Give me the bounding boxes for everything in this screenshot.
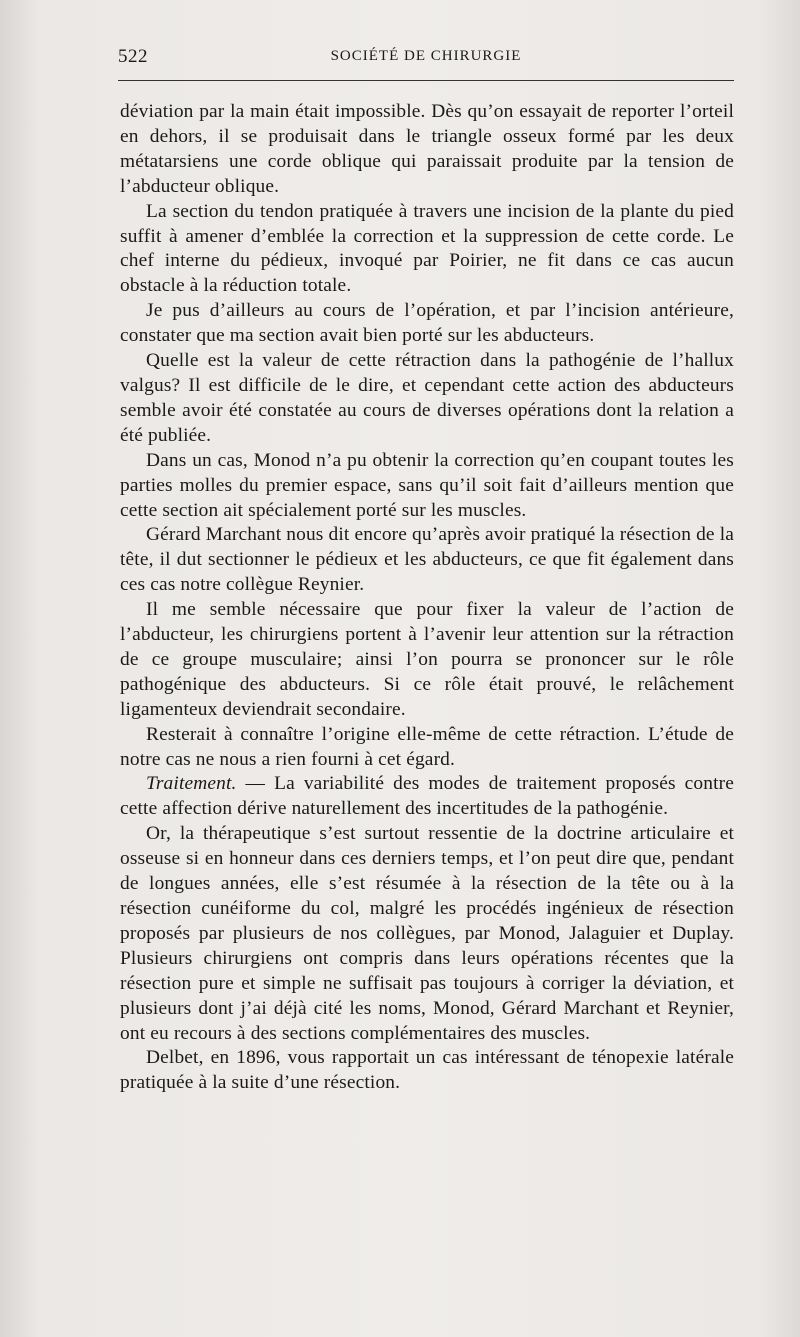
paragraph: Or, la thérapeutique s’est surtout ressentie de la doctrine articulaire et osseuse si en honneur dans ces derniers temps, et l’on peut dire que, pendant de longues années, elle s’est résumée à la résection de la tête ou à la résection cunéiforme du col, malgré les procédés ingénieux de résection proposés par plusieurs de nos collègues, par Monod, Jalaguier et Duplay. Plusieurs chirurgiens ont compris dans leurs opérations récentes que la résection pure et simple ne suffisait pas toujours à corriger la déviation, et plusieurs dont j’ai déjà cité les noms, Monod, Gérard Marchant et Reynier, ont eu recours à des sections complémentaires des muscles.: [120, 823, 734, 1044]
header-rule: [118, 80, 734, 81]
paragraph: Je pus d’ailleurs au cours de l’opération, et par l’incision antérieure, constater que ma section avait bien porté sur les abducteurs.: [120, 300, 734, 347]
paragraph: La section du tendon pratiquée à travers une incision de la plante du pied suffit à amener d’emblée la correction et la suppression de cette corde. Le chef interne du pédieux, invoqué par Poirier, ne fit dans ce cas aucun obstacle à la réduction totale.: [120, 200, 734, 297]
paragraph: Delbet, en 1896, vous rapportait un cas intéressant de ténopexie latérale pratiquée à la suite d’une résection.: [120, 1047, 734, 1094]
paragraph: Resterait à connaître l’origine elle-même de cette rétraction. L’étude de notre cas ne nous a rien fourni à cet égard.: [120, 723, 734, 770]
paragraph: Il me semble nécessaire que pour fixer la valeur de l’action de l’abducteur, les chirurgiens portent à l’avenir leur attention sur la rétraction de ce groupe musculaire; ainsi l’on pourra se prononcer sur le rôle pathogénique des abducteurs. Si ce rôle était prouvé, le relâchement ligamenteux deviendrait secondaire.: [120, 599, 734, 720]
paragraph: déviation par la main était impossible. Dès qu’on essayait de reporter l’orteil en dehors, il se produisait dans le triangle osseux formé par les deux métatarsiens une corde oblique qui paraissait produite par la tension de l’abducteur oblique.: [120, 101, 734, 197]
treatment-heading: Traitement.: [146, 773, 237, 795]
page-number: 522: [118, 46, 148, 67]
paragraph: Gérard Marchant nous dit encore qu’après avoir pratiqué la résection de la tête, il dut sectionner le pédieux et les abducteurs, ce que fit également dans ces cas notre collègue Reynier.: [120, 524, 734, 596]
page-header: [118, 40, 734, 74]
paragraph: Quelle est la valeur de cette rétraction dans la pathogénie de l’hallux valgus? Il est difficile de le dire, et cependant cette action des abducteurs semble avoir été constatée au cours de diverses opérations dont la relation a été publiée.: [120, 350, 734, 446]
running-head: SOCIÉTÉ DE CHIRURGIE: [330, 48, 522, 64]
paragraph: Dans un cas, Monod n’a pu obtenir la correction qu’en coupant toutes les parties molles du premier espace, sans qu’il soit fait d’ailleurs mention que cette section ait spécialement porté sur les muscles.: [120, 449, 734, 521]
treatment-text: — La variabilité des modes de traitement proposés contre cette affection dérive naturellement des incertitudes de la pathogénie.: [120, 773, 734, 820]
treatment-paragraph: [120, 772, 734, 822]
body-text: [120, 100, 734, 1096]
